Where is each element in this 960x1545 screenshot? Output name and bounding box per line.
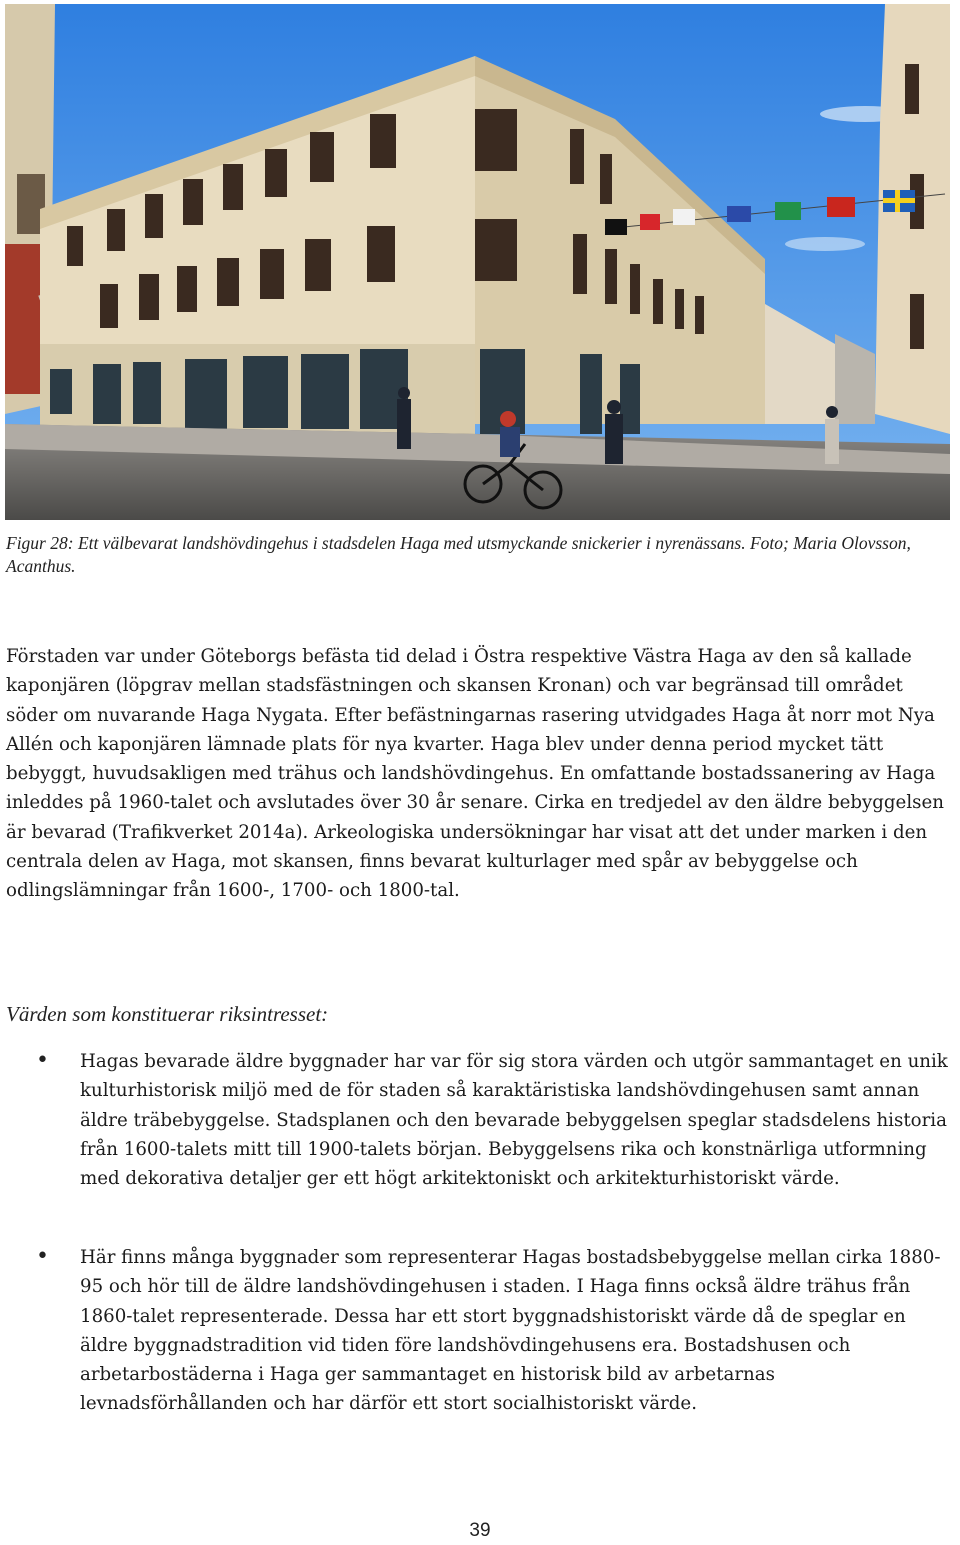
list-item: Hagas bevarade äldre byggnader har var för sig stora värden och utgör sammantaget en unik kulturhistorisk miljö med de för staden så karaktäristiska landshövdingehusen samt annan äldre träbebyggelse. Stadsplanen och den bevarade bebyggelsen speglar stadsdelens historia från 1600-talets mitt till 1900-talets början. Bebyggelsens rika och konstnärliga utformning med dekorativa detaljer ger ett högt arkitektoniskt och arkitekturhistoriskt värde.	[80, 1051, 948, 1190]
bullet-icon: •	[36, 1048, 49, 1073]
figure-photo	[5, 4, 950, 520]
page-number: 39	[469, 1520, 491, 1541]
list-item: Här finns många byggnader som representerar Hagas bostadsbebyggelse mellan cirka 1880-95 och hör till de äldre landshövdingehusen i staden. I Haga finns också äldre trähus från 1860-talet representerade. Dessa har ett stort byggnadshistoriskt värde då de speglar en äldre byggnadstradition vid tiden före landshövdingehusens era. Bostadshusen och arbetarbostäderna i Haga ger sammantaget en historisk bild av arbetarnas levnadsförhållanden och har därför ett stort socialhistoriskt värde.	[80, 1247, 941, 1415]
haga-street-photo	[5, 4, 950, 520]
figure-caption: Figur 28: Ett välbevarat landshövdingehus i stadsdelen Haga med utsmyckande snickerier i nyrenässans. Foto; Maria Olovsson, Acanthus.	[6, 533, 911, 576]
section-heading: Värden som konstituerar riksintresset:	[6, 1002, 329, 1026]
bullet-icon: •	[36, 1244, 49, 1269]
body-paragraph: Förstaden var under Göteborgs befästa tid delad i Östra respektive Västra Haga av den så kallade kaponjären (löpgrav mellan stadsfästningen och skansen Kronan) och var begränsad till området söder om nuvarande Haga Nygata. Efter befästningarnas rasering utvidgades Haga åt norr mot Nya Allén och kaponjären lämnade plats för nya kvarter. Haga blev under denna period mycket tätt bebyggt, huvudsakligen med trähus och landshövdingehus. En omfattande bostadssanering av Haga inleddes på 1960-talet och avslutades över 30 år senare. Cirka en tredjedel av den äldre bebyggelsen är bevarad (Trafikverket 2014a). Arkeologiska undersökningar har visat att det under marken i den centrala delen av Haga, mot skansen, finns bevarat kulturlager med spår av bebyggelse och odlingslämningar från 1600-, 1700- och 1800-tal.	[6, 646, 944, 902]
